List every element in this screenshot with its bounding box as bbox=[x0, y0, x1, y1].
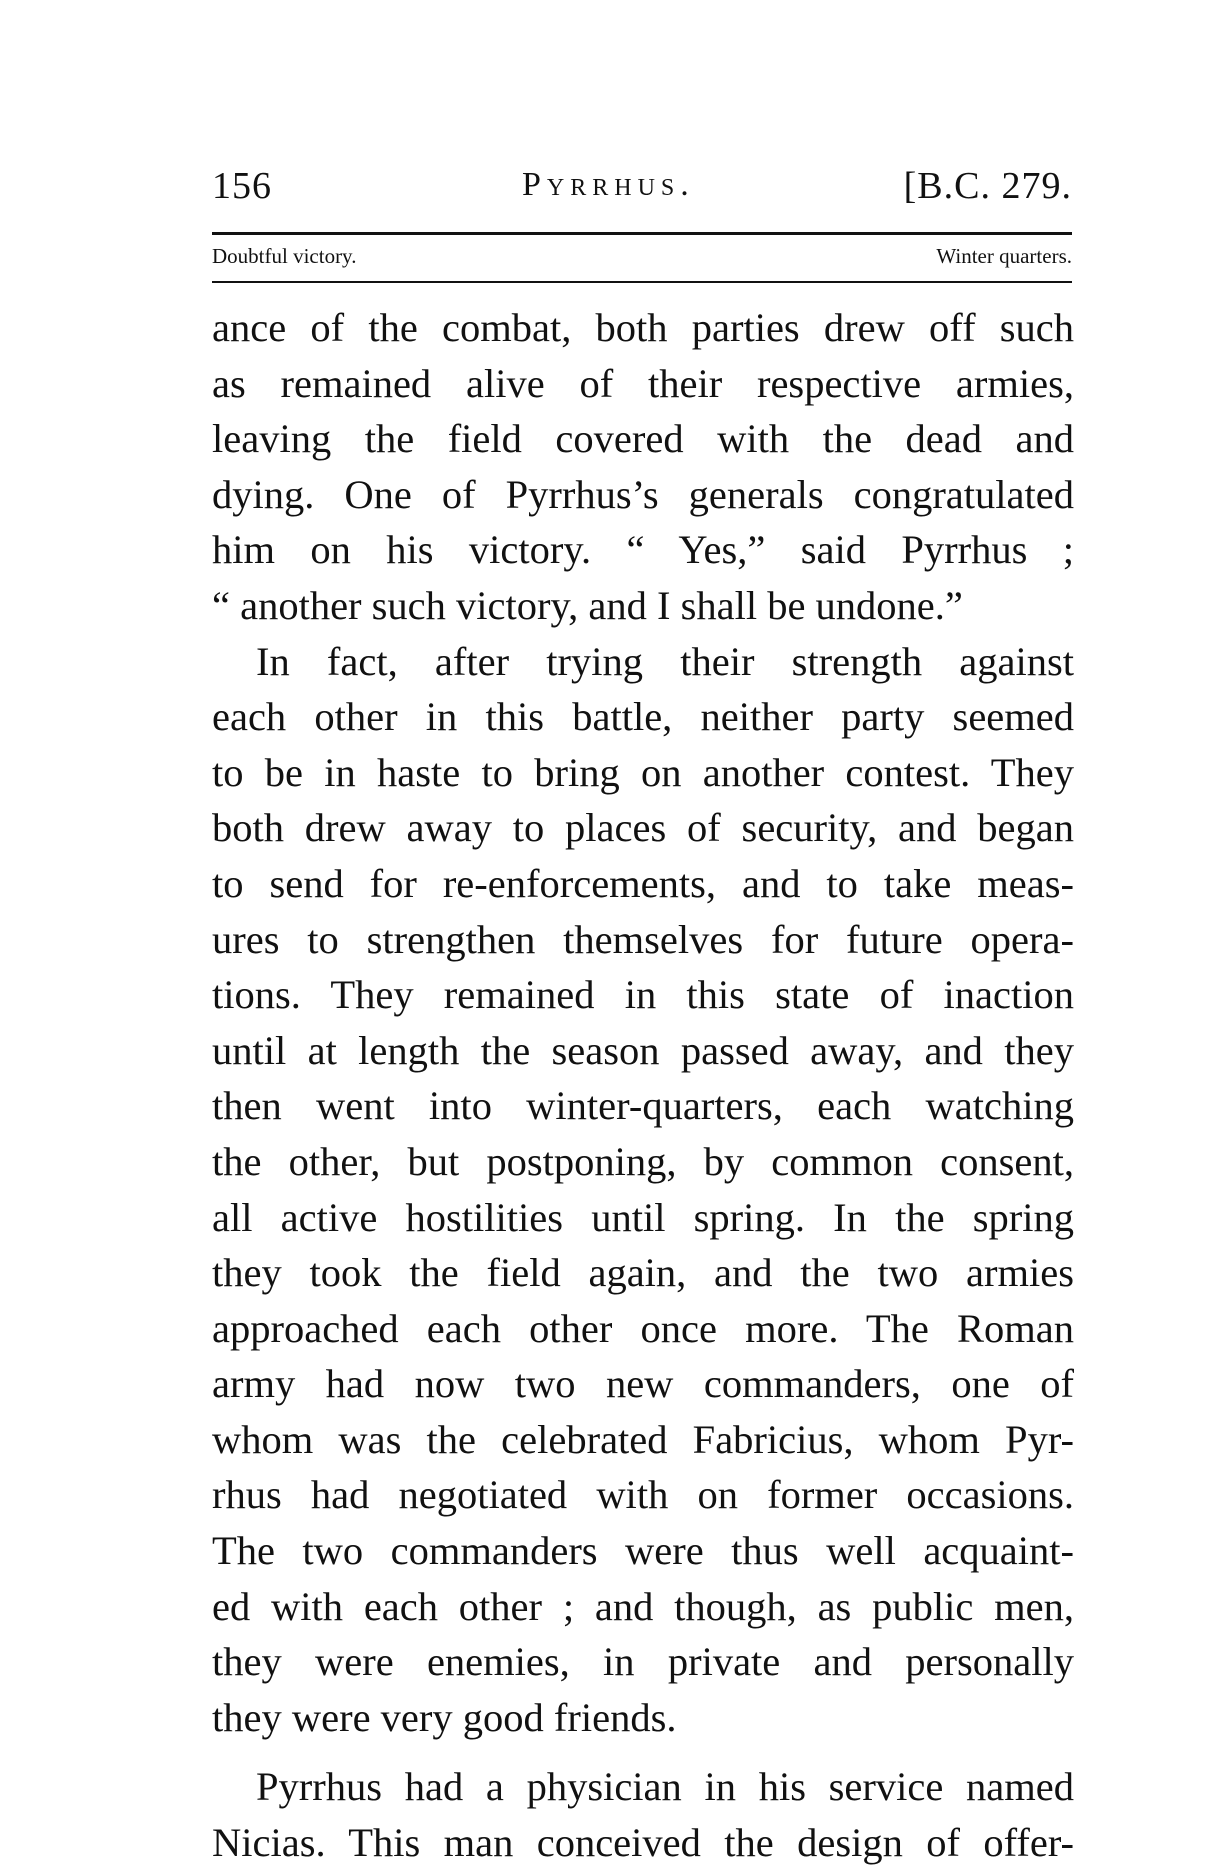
text-line: ed with each other ; and though, as public men, bbox=[212, 1583, 1074, 1629]
sidenote-rule bbox=[212, 281, 1072, 283]
text-line: to be in haste to bring on another contest. They bbox=[212, 749, 1074, 795]
paragraph bbox=[212, 634, 1074, 1746]
text-line: all active hostilities until spring. In the spring bbox=[212, 1194, 1074, 1240]
text-line: army had now two new commanders, one of bbox=[212, 1361, 1074, 1407]
text-line: dying. One of Pyrrhus’s generals congratulated bbox=[212, 471, 1074, 517]
date-heading: [B.C. 279. bbox=[903, 165, 1072, 207]
text-line: the other, but postponing, by common consent, bbox=[212, 1138, 1074, 1184]
paragraph-continued bbox=[212, 300, 1074, 634]
text-line: Nicias. This man conceived the design of offer- bbox=[212, 1820, 1074, 1866]
text-line: Pyrrhus had a physician in his service named bbox=[256, 1764, 1074, 1810]
text-line: then went into winter-quarters, each watching bbox=[212, 1083, 1074, 1129]
text-line: whom was the celebrated Fabricius, whom Pyr- bbox=[212, 1416, 1074, 1462]
sidenotes bbox=[212, 244, 1072, 276]
text-line: they were very good friends. bbox=[212, 1694, 677, 1740]
sidenote-left: Doubtful victory. bbox=[212, 244, 357, 268]
text-line: until at length the season passed away, and they bbox=[212, 1027, 1074, 1073]
running-title: Pyrrhus. bbox=[522, 166, 695, 203]
text-line: as remained alive of their respective armies, bbox=[212, 360, 1074, 406]
running-head bbox=[212, 158, 1072, 218]
paragraph bbox=[212, 1759, 1074, 1870]
text-line: In fact, after trying their strength against bbox=[256, 638, 1074, 684]
text-line: him on his victory. “ Yes,” said Pyrrhus ; bbox=[212, 527, 1074, 573]
text-line: tions. They remained in this state of inaction bbox=[212, 972, 1074, 1018]
text-line: leaving the field covered with the dead and bbox=[212, 416, 1074, 462]
text-line: they were enemies, in private and personally bbox=[212, 1639, 1074, 1685]
text-line: ures to strengthen themselves for future opera- bbox=[212, 916, 1074, 962]
text-line: ance of the combat, both parties drew off such bbox=[212, 305, 1074, 350]
text-line: rhus had negotiated with on former occasions. bbox=[212, 1472, 1074, 1518]
sidenote-right: Winter quarters. bbox=[936, 244, 1072, 268]
text-line: “ another such victory, and I shall be undone.” bbox=[212, 582, 963, 628]
text-line: The two commanders were thus well acquaint- bbox=[212, 1528, 1074, 1574]
paragraph-gap bbox=[212, 1745, 1074, 1759]
text-line: both drew away to places of security, and began bbox=[212, 805, 1074, 851]
body-text bbox=[212, 300, 1074, 1871]
text-line: each other in this battle, neither party seemed bbox=[212, 694, 1074, 740]
text-line: they took the field again, and the two armies bbox=[212, 1250, 1074, 1296]
text-line: to send for re-enforcements, and to take meas- bbox=[212, 860, 1074, 906]
page-number: 156 bbox=[212, 165, 272, 207]
header-rule bbox=[212, 232, 1072, 235]
text-line: approached each other once more. The Roman bbox=[212, 1305, 1074, 1351]
